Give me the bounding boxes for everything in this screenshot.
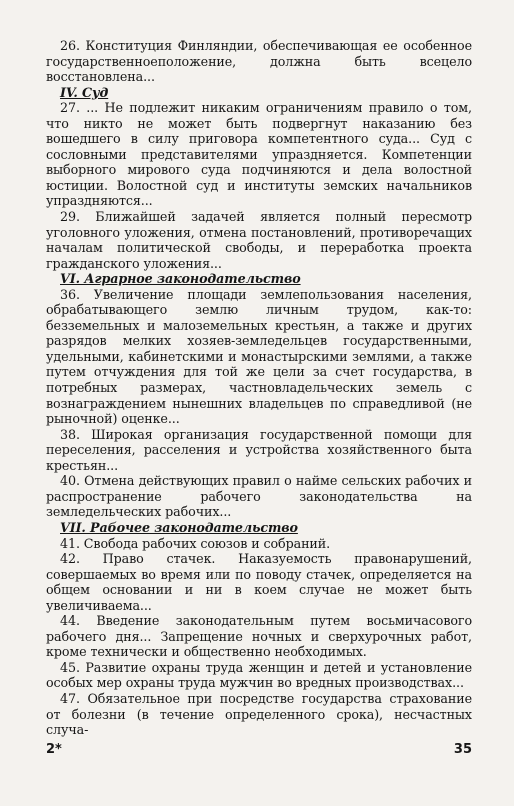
paragraph-40: 40. Отмена действующих правил о найме сельских рабочих и распространение рабочего законодательства на земледельческих рабочих... [46, 473, 472, 520]
page-footer [46, 742, 472, 757]
paragraph-42: 42. Право стачек. Наказуемость правонарушений, совершаемых во время или по поводу стачек, определяется на общем основании и ни в коем случае не может быть увеличиваема... [46, 551, 472, 613]
paragraph-44: 44. Введение законодательным путем восьмичасового рабочего дня... Запрещение ночных и сверхурочных работ, кроме технически и общественно необходимых. [46, 613, 472, 660]
section-heading-court: IV. Суд [60, 84, 109, 100]
paragraph-47: 47. Обязательное при посредстве государства страхование от болезни (в течение определенного срока), несчастных случа- [46, 690, 472, 738]
body-text [46, 38, 472, 738]
signature-mark: 2* [46, 742, 62, 757]
paragraph-36: 36. Увеличение площади землепользования населения, обрабатывающего землю личным трудом, как-то: безземельных и малоземельных крестьян, а также и других разрядов мелких хозяев-земледельцев государственными, удельными, кабинетскими и монастырскими землями, а также путем отчуждения для той же цели за счет государства, в потребных размерах, частновладельческих земель с вознаграждением нынешних владельцев по справедливой (не рыночной) оценке... [46, 286, 472, 427]
paragraph-38: 38. Широкая организация государственной помощи для переселения, расселения и устройства хозяйственного быта крестьян... [46, 426, 472, 473]
paragraph-29: 29. Ближайшей задачей является полный пересмотр уголовного уложения, отмена постановлений, противоречащих началам политической свободы, и переработка проекта гражданского уложения... [46, 209, 472, 271]
page-number: 35 [453, 742, 472, 757]
section-heading-labor: VII. Рабочее законодательство [60, 519, 298, 535]
paragraph-27: 27. ... Не подлежит никаким ограничениям правило о том, что никто не может быть подвергнут наказанию без вошедшего в силу приговора компетентного суда... Суд с сословными представителями упраздняется. Компетенции выборного мирового суда подчиняются и дела волостной юстиции. Волостной суд и институты земских начальников упраздняются... [46, 100, 472, 209]
section-heading-agrarian: VI. Аграрное законодательство [60, 271, 301, 287]
paragraph-41: 41. Свобода рабочих союзов и собраний. [60, 535, 331, 551]
paragraph-45: 45. Развитие охраны труда женщин и детей и установление особых мер охраны труда мужчин во вредных производствах... [46, 659, 472, 691]
paragraph-26: 26. Конституция Финляндии, обеспечивающая ее особенное государственноеположение, должна быть всецело восстановлена... [46, 38, 472, 85]
